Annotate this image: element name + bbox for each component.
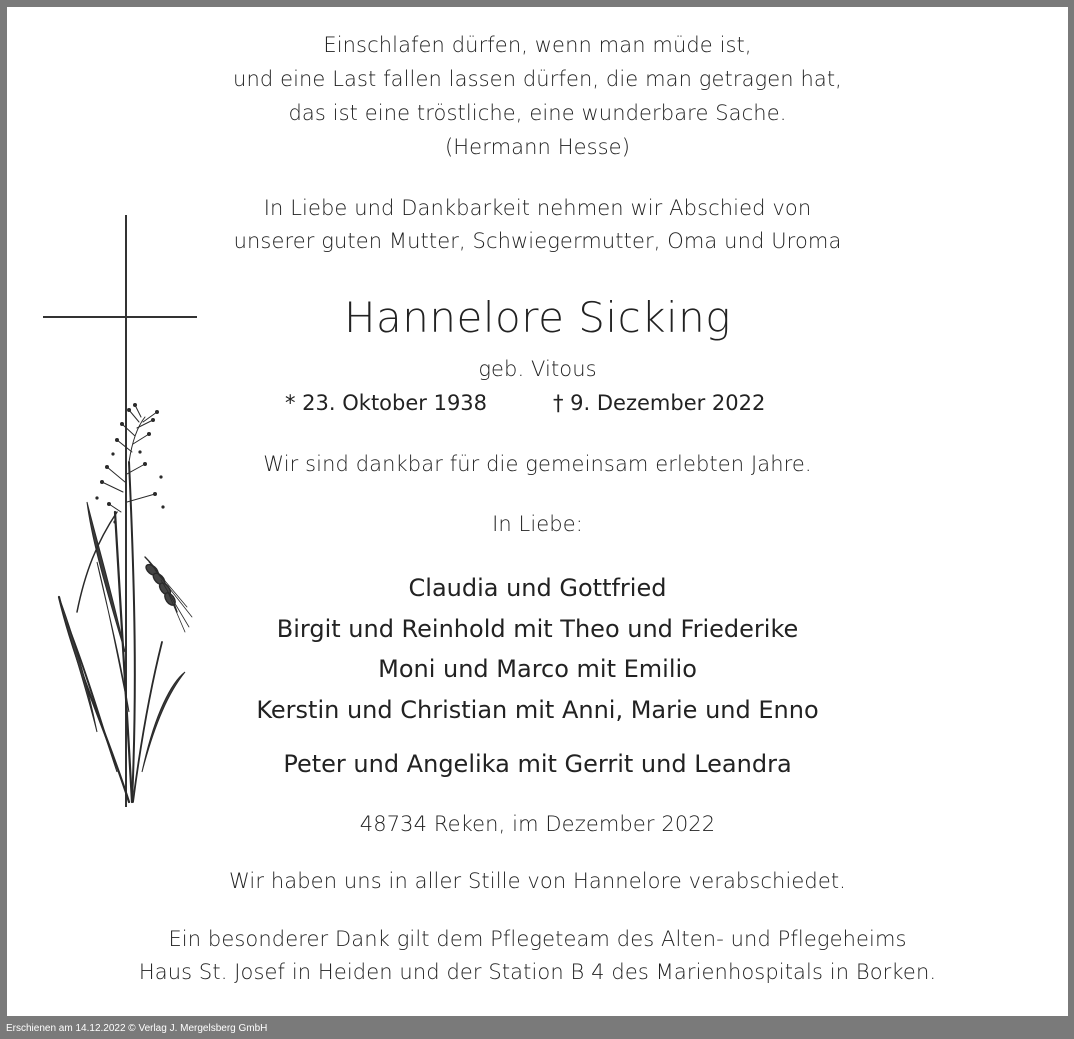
intro-line-2: unserer guten Mutter, Schwiegermutter, Oma und Uroma	[233, 229, 842, 253]
mourner-line-3: Moni und Marco mit Emilio	[378, 655, 697, 683]
quote-author: (Hermann Hesse)	[445, 135, 630, 159]
thanks-line-2: Haus St. Josef in Heiden und der Station B 4 des Marienhospitals in Borken.	[138, 960, 937, 984]
death-date: † 9. Dezember 2022	[553, 391, 766, 415]
mourner-line-2: Birgit und Reinhold mit Theo und Friederike	[276, 615, 799, 643]
obituary-notice	[7, 7, 1068, 1016]
gratitude-line: Wir sind dankbar für die gemeinsam erlebten Jahre.	[263, 452, 812, 476]
mourner-line-5: Peter und Angelika mit Gerrit und Leandra	[283, 750, 792, 778]
farewell-note: Wir haben uns in aller Stille von Hannelore verabschiedet.	[229, 869, 846, 893]
birth-name: geb. Vitous	[478, 357, 597, 381]
publication-footer: Erschienen am 14.12.2022 © Verlag J. Mergelsberg GmbH	[6, 1023, 268, 1034]
quote-line-3: das ist eine tröstliche, eine wunderbare Sache.	[288, 101, 787, 125]
mourner-line-1: Claudia und Gottfried	[408, 574, 667, 602]
place-date: 48734 Reken, im Dezember 2022	[359, 812, 716, 836]
intro-line-1: In Liebe und Dankbarkeit nehmen wir Abschied von	[263, 196, 812, 220]
quote-line-2: und eine Last fallen lassen dürfen, die man getragen hat,	[233, 67, 842, 91]
in-love-label: In Liebe:	[492, 512, 583, 536]
birth-date: * 23. Oktober 1938	[285, 391, 488, 415]
quote-line-1: Einschlafen dürfen, wenn man müde ist,	[323, 33, 752, 57]
mourner-line-4: Kerstin und Christian mit Anni, Marie und Enno	[256, 696, 819, 724]
deceased-name: Hannelore Sicking	[343, 293, 732, 342]
thanks-line-1: Ein besonderer Dank gilt dem Pflegeteam des Alten- und Pflegeheims	[168, 927, 907, 951]
